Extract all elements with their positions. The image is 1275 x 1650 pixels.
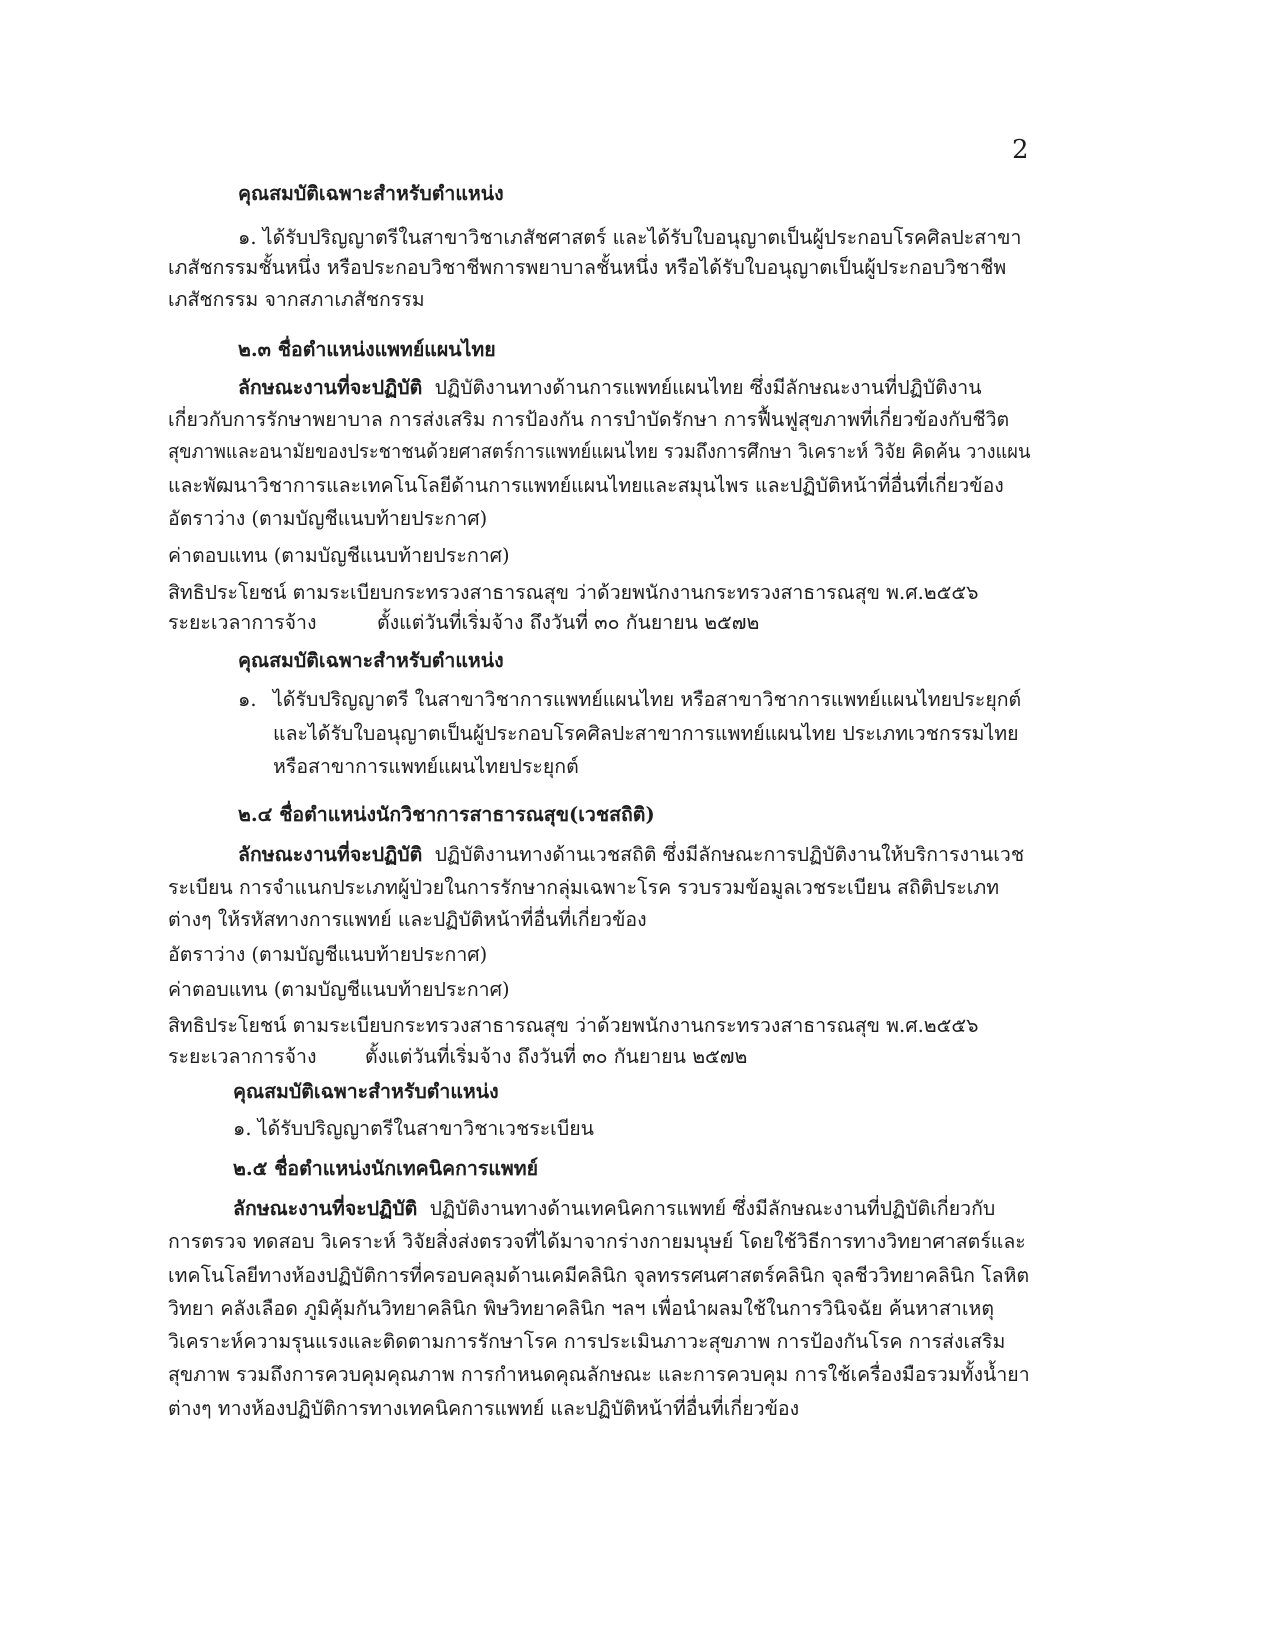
duty-line: วิเคราะห์ความรุนแรงและติดตามการรักษาโรค การประเมินภาวะสุขภาพ การป้องกันโรค การส่งเสริม [168, 1330, 1006, 1353]
employment-period-label: ระยะเวลาการจ้าง [168, 611, 317, 634]
employment-period-value: ตั้งแต่วันที่เริ่มจ้าง ถึงวันที่ ๓๐ กันยายน ๒๕๗๒ [377, 611, 760, 634]
page-number: 2 [1012, 135, 1029, 165]
duty-line: เทคโนโลยีทางห้องปฏิบัติการที่ครอบคลุมด้านเคมีคลินิก จุลทรรศนศาสตร์คลินิก จุลชีววิทยาคลินิก โลหิต [168, 1264, 1030, 1287]
qualification-line: หรือสาขาการแพทย์แผนไทยประยุกต์ [273, 755, 579, 778]
qualification-line: ๑. ได้รับปริญญาตรีในสาขาวิชาเวชระเบียน [233, 1117, 594, 1140]
duty-text: ปฏิบัติงานทางด้านเทคนิคการแพทย์ ซึ่งมีลักษณะงานที่ปฏิบัติเกี่ยวกับ [429, 1197, 996, 1220]
vacancy-line: อัตราว่าง (ตามบัญชีแนบท้ายประกาศ) [168, 507, 488, 530]
duty-line: ต่างๆ ให้รหัสทางการแพทย์ และปฏิบัติหน้าที่อื่นที่เกี่ยวข้อง [168, 908, 647, 931]
section-heading: ๒.๕ ชื่อตำแหน่งนักเทคนิคการแพทย์ [233, 1157, 539, 1180]
employment-period-value: ตั้งแต่วันที่เริ่มจ้าง ถึงวันที่ ๓๐ กันยายน ๒๕๗๒ [365, 1045, 748, 1068]
duty-label: ลักษณะงานที่จะปฏิบัติ [233, 1197, 418, 1220]
qualification-number: ๑. [238, 688, 257, 711]
qualification-line: และได้รับใบอนุญาตเป็นผู้ประกอบโรคศิลปะสาขาการแพทย์แผนไทย ประเภทเวชกรรมไทย [273, 722, 1019, 745]
qualification-line: ๑. ได้รับปริญญาตรีในสาขาวิชาเภสัชศาสตร์ และได้รับใบอนุญาตเป็นผู้ประกอบโรคศิลปะสาขา [238, 226, 1022, 249]
duty-text: ปฏิบัติงานทางด้านเวชสถิติ ซึ่งมีลักษณะการปฏิบัติงานให้บริการงานเวช [434, 843, 1025, 866]
duty-line: สุขภาพ รวมถึงการควบคุมคุณภาพ การกำหนดคุณลักษณะ และการควบคุม การใช้เครื่องมือรวมทั้งน้ำยา [168, 1363, 1030, 1386]
section-heading: ๒.๓ ชื่อตำแหน่งแพทย์แผนไทย [238, 338, 496, 361]
vacancy-line: อัตราว่าง (ตามบัญชีแนบท้ายประกาศ) [168, 943, 488, 966]
duty-line [238, 845, 1024, 865]
section-heading: ๒.๔ ชื่อตำแหน่งนักวิชาการสาธารณสุข(เวชสถิติ) [238, 803, 655, 826]
duty-line: การตรวจ ทดสอบ วิเคราะห์ วิจัยสิ่งส่งตรวจที่ได้มาจากร่างกายมนุษย์ โดยใช้วิธีการทางวิทยาศาสตร์และ [168, 1230, 1026, 1253]
duty-line: เกี่ยวกับการรักษาพยาบาล การส่งเสริม การป้องกัน การบำบัดรักษา การฟื้นฟูสุขภาพที่เกี่ยวข้องกับชีวิต [168, 408, 1010, 431]
benefits-line: สิทธิประโยชน์ ตามระเบียบกระทรวงสาธารณสุข ว่าด้วยพนักงานกระทรวงสาธารณสุข พ.ศ.๒๕๕๖ [168, 581, 979, 604]
qualification-line: เภสัชกรรมชั้นหนึ่ง หรือประกอบวิชาชีพการพยาบาลชั้นหนึ่ง หรือได้รับใบอนุญาตเป็นผู้ประกอบวิชาชีพ [168, 256, 1007, 279]
duty-line [233, 1199, 995, 1219]
qualification-heading: คุณสมบัติเฉพาะสำหรับตำแหน่ง [238, 649, 504, 672]
duty-label: ลักษณะงานที่จะปฏิบัติ [238, 376, 423, 399]
duty-line: สุขภาพและอนามัยของประชาชนด้วยศาสตร์การแพทย์แผนไทย รวมถึงการศึกษา วิเคราะห์ วิจัย คิดค้น วางแผน [168, 440, 1031, 463]
employment-period-label: ระยะเวลาการจ้าง [168, 1045, 317, 1068]
duty-line: ระเบียน การจำแนกประเภทผู้ป่วยในการรักษากลุ่มเฉพาะโรค รวบรวมข้อมูลเวชระเบียน สถิติประเภท [168, 876, 1000, 899]
duty-label: ลักษณะงานที่จะปฏิบัติ [238, 843, 423, 866]
duty-line: ต่างๆ ทางห้องปฏิบัติการทางเทคนิคการแพทย์ และปฏิบัติหน้าที่อื่นที่เกี่ยวข้อง [168, 1397, 800, 1420]
duty-line: และพัฒนาวิชาการและเทคโนโลยีด้านการแพทย์แผนไทยและสมุนไพร และปฏิบัติหน้าที่อื่นที่เกี่ยวข้อง [168, 474, 1004, 497]
duty-line [238, 378, 982, 398]
qualification-line: ได้รับปริญญาตรี ในสาขาวิชาการแพทย์แผนไทย หรือสาขาวิชาการแพทย์แผนไทยประยุกต์ [273, 688, 1022, 711]
compensation-line: ค่าตอบแทน (ตามบัญชีแนบท้ายประกาศ) [168, 978, 510, 1001]
duty-line: วิทยา คลังเลือด ภูมิคุ้มกันวิทยาคลินิก พิษวิทยาคลินิก ฯลฯ เพื่อนำผลมใช้ในการวินิจฉัย ค้นหาสาเหตุ [168, 1297, 994, 1320]
duty-text: ปฏิบัติงานทางด้านการแพทย์แผนไทย ซึ่งมีลักษณะงานที่ปฏิบัติงาน [434, 376, 982, 399]
qualification-heading: คุณสมบัติเฉพาะสำหรับตำแหน่ง [233, 1080, 499, 1103]
compensation-line: ค่าตอบแทน (ตามบัญชีแนบท้ายประกาศ) [168, 544, 510, 567]
benefits-line: สิทธิประโยชน์ ตามระเบียบกระทรวงสาธารณสุข ว่าด้วยพนักงานกระทรวงสาธารณสุข พ.ศ.๒๕๕๖ [168, 1014, 979, 1037]
qualification-line: เภสัชกรรม จากสภาเภสัชกรรม [168, 288, 425, 311]
qualification-heading: คุณสมบัติเฉพาะสำหรับตำแหน่ง [238, 182, 504, 205]
